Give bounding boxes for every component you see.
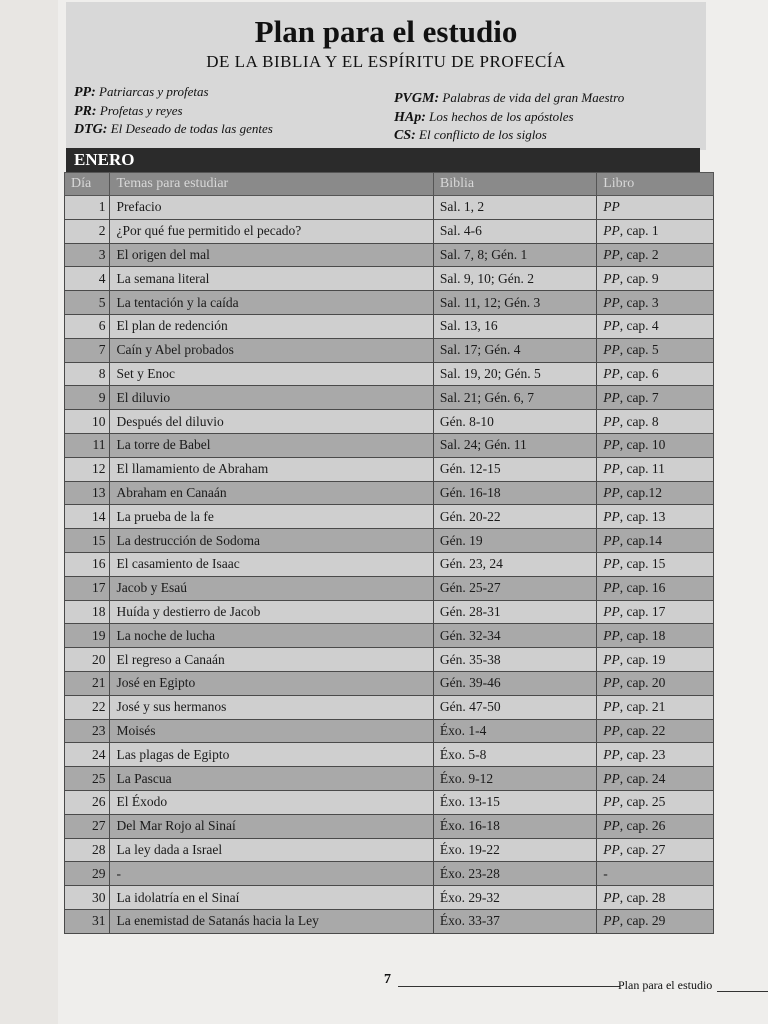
book-abbr: PP [603,603,620,619]
column-header-day: Día [65,173,110,196]
book-chapter: , cap. 3 [619,294,659,310]
day-cell: 13 [65,481,110,505]
book-chapter: , cap. 11 [619,461,665,477]
column-header-book: Libro [597,173,714,196]
day-cell: 27 [65,814,110,838]
table-row [65,648,714,672]
bible-cell: Gén. 28-31 [433,600,596,624]
bible-cell: Éxo. 9-12 [433,767,596,791]
book-abbr: PP [603,699,620,715]
book-abbr: PP [603,818,620,834]
bible-cell: Gén. 25-27 [433,576,596,600]
topic-cell: Moisés [110,719,433,743]
topic-cell: El casamiento de Isaac [110,552,433,576]
book-chapter: , cap.12 [619,484,663,500]
day-cell: 31 [65,909,110,933]
book-abbr: PP [603,913,620,929]
book-cell [597,433,714,457]
day-cell: 14 [65,505,110,529]
table-header-row [65,173,714,196]
topic-cell: La Pascua [110,767,433,791]
topic-cell: José en Egipto [110,671,433,695]
table-row [65,814,714,838]
book-cell [597,862,714,886]
topic-cell: La enemistad de Satanás hacia la Ley [110,909,433,933]
book-abbr: PP [603,437,620,453]
table-row [65,909,714,933]
book-chapter: , cap. 24 [619,770,666,786]
table-row [65,314,714,338]
book-chapter: , cap. 21 [619,699,666,715]
book-cell [597,314,714,338]
book-chapter: , cap. 7 [619,389,659,405]
book-chapter: , cap. 5 [619,342,659,358]
book-cell [597,338,714,362]
book-cell [597,886,714,910]
book-abbr: PP [603,270,620,286]
topic-cell: Huída y destierro de Jacob [110,600,433,624]
day-cell: 4 [65,267,110,291]
table-row [65,886,714,910]
page-number: 7 [384,972,391,987]
day-cell: 30 [65,886,110,910]
book-abbr: PP [603,580,620,596]
legend-left [74,83,273,139]
topic-cell: La prueba de la fe [110,505,433,529]
book-abbr: PP [603,770,620,786]
day-cell: 10 [65,410,110,434]
day-cell: 8 [65,362,110,386]
book-chapter: , cap. 13 [619,508,666,524]
legend-item: PP: Patriarcas y profetas [74,84,209,100]
table-row [65,267,714,291]
book-chapter: , cap. 26 [619,818,666,834]
book-chapter: , cap. 1 [619,223,659,239]
table-row [65,386,714,410]
bible-cell: Éxo. 33-37 [433,909,596,933]
book-abbr: PP [603,365,620,381]
book-cell [597,291,714,315]
table-row [65,862,714,886]
book-cell [597,457,714,481]
study-plan-table [64,172,714,934]
book-abbr: PP [603,675,620,691]
book-abbr: PP [603,627,620,643]
page-subtitle: DE LA BIBLIA Y EL ESPÍRITU DE PROFECÍA [206,52,566,71]
book-cell [597,624,714,648]
bible-cell: Sal. 7, 8; Gén. 1 [433,243,596,267]
bible-cell: Sal. 9, 10; Gén. 2 [433,267,596,291]
bible-cell: Sal. 21; Gén. 6, 7 [433,386,596,410]
bible-cell: Éxo. 29-32 [433,886,596,910]
bible-cell: Éxo. 23-28 [433,862,596,886]
day-cell: 7 [65,338,110,362]
topic-cell: La ley dada a Israel [110,838,433,862]
topic-cell: La idolatría en el Sinaí [110,886,433,910]
legend-item: PVGM: Palabras de vida del gran Maestro [394,90,625,106]
legend-item: PR: Profetas y reyes [74,102,183,119]
book-cell [597,767,714,791]
day-cell: 15 [65,529,110,553]
legend-right [394,89,624,145]
book-abbr: PP [603,722,620,738]
topic-cell: El diluvio [110,386,433,410]
table-row [65,743,714,767]
day-cell: 5 [65,291,110,315]
topic-cell: Caín y Abel probados [110,338,433,362]
book-abbr: PP [603,246,620,262]
day-cell: 11 [65,433,110,457]
book-chapter: , cap. 4 [619,318,659,334]
table-row [65,291,714,315]
bible-cell: Sal. 11, 12; Gén. 3 [433,291,596,315]
bible-cell: Sal. 24; Gén. 11 [433,433,596,457]
book-chapter: , cap. 20 [619,675,666,691]
book-chapter: , cap. 8 [619,413,659,429]
topic-cell: El llamamiento de Abraham [110,457,433,481]
table-row [65,576,714,600]
day-cell: 19 [65,624,110,648]
book-cell [597,600,714,624]
bible-cell: Gén. 20-22 [433,505,596,529]
table-row [65,219,714,243]
table-row [65,767,714,791]
bible-cell: Éxo. 19-22 [433,838,596,862]
table-row [65,838,714,862]
bible-cell: Gén. 23, 24 [433,552,596,576]
column-header-bible: Biblia [433,173,596,196]
bible-cell: Gén. 32-34 [433,624,596,648]
day-cell: 12 [65,457,110,481]
table-row [65,362,714,386]
book-chapter: , cap. 17 [619,603,666,619]
book-chapter: , cap. 23 [619,746,666,762]
book-cell [597,671,714,695]
book-chapter: , cap. 15 [619,556,666,572]
book-cell [597,743,714,767]
book-cell [597,267,714,291]
legend-item: HAp: Los hechos de los apóstoles [394,108,574,125]
day-cell: 25 [65,767,110,791]
bible-cell: Sal. 17; Gén. 4 [433,338,596,362]
table-row [65,505,714,529]
book-abbr: PP [603,389,620,405]
table-row [65,243,714,267]
topic-cell: La destrucción de Sodoma [110,529,433,553]
book-abbr: PP [603,199,620,215]
topic-cell: El origen del mal [110,243,433,267]
topic-cell: Set y Enoc [110,362,433,386]
book-cell [597,410,714,434]
topic-cell: La noche de lucha [110,624,433,648]
day-cell: 26 [65,790,110,814]
table-row [65,671,714,695]
day-cell: 20 [65,648,110,672]
book-abbr: PP [603,508,620,524]
book-abbr: PP [603,318,620,334]
book-cell [597,529,714,553]
day-cell: 24 [65,743,110,767]
book-abbr: PP [603,461,620,477]
table-row [65,695,714,719]
book-chapter: , cap. 10 [619,437,666,453]
footer-rule-end [717,991,768,992]
book-chapter: , cap. 18 [619,627,666,643]
book-cell [597,196,714,220]
book-cell [597,719,714,743]
bible-cell: Gén. 19 [433,529,596,553]
book-cell [597,552,714,576]
book-cell [597,695,714,719]
book-chapter: , cap. 6 [619,365,659,381]
book-chapter: , cap. 2 [619,246,659,262]
book-chapter: , cap. 19 [619,651,666,667]
book-cell [597,505,714,529]
table-row [65,481,714,505]
topic-cell: Jacob y Esaú [110,576,433,600]
day-cell: 18 [65,600,110,624]
bible-cell: Gén. 8-10 [433,410,596,434]
bible-cell: Sal. 1, 2 [433,196,596,220]
book-cell [597,386,714,410]
book-abbr: PP [603,413,620,429]
day-cell: 29 [65,862,110,886]
book-chapter: , cap. 22 [619,722,666,738]
table-row [65,529,714,553]
book-chapter: , cap. 27 [619,841,666,857]
bible-cell: Sal. 19, 20; Gén. 5 [433,362,596,386]
book-cell [597,790,714,814]
book-cell [597,838,714,862]
topic-cell: El plan de redención [110,314,433,338]
bible-cell: Éxo. 5-8 [433,743,596,767]
page-title: Plan para el estudio [254,14,518,49]
topic-cell: El Éxodo [110,790,433,814]
table-row [65,790,714,814]
topic-cell: La tentación y la caída [110,291,433,315]
book-abbr: PP [603,532,620,548]
topic-cell: La torre de Babel [110,433,433,457]
bible-cell: Éxo. 1-4 [433,719,596,743]
book-cell [597,909,714,933]
table-row [65,433,714,457]
bible-cell: Sal. 4-6 [433,219,596,243]
day-cell: 9 [65,386,110,410]
book-chapter: , cap. 9 [619,270,659,286]
bible-cell: Gén. 16-18 [433,481,596,505]
book-cell [597,648,714,672]
legend-item: DTG: El Deseado de todas las gentes [74,121,273,137]
book-chapter: , cap.14 [619,532,663,548]
day-cell: 1 [65,196,110,220]
book-cell [597,481,714,505]
day-cell: 16 [65,552,110,576]
day-cell: 3 [65,243,110,267]
day-cell: 21 [65,671,110,695]
bible-cell: Gén. 12-15 [433,457,596,481]
topic-cell: Después del diluvio [110,410,433,434]
book-abbr: PP [603,889,620,905]
book-chapter: , cap. 28 [619,889,666,905]
day-cell: 2 [65,219,110,243]
bible-cell: Gén. 35-38 [433,648,596,672]
book-abbr: PP [603,841,620,857]
topic-cell: ¿Por qué fue permitido el pecado? [110,219,433,243]
book-abbr: PP [603,223,620,239]
book-abbr: PP [603,556,620,572]
topic-cell: El regreso a Canaán [110,648,433,672]
table-row [65,338,714,362]
topic-cell: Abraham en Canaán [110,481,433,505]
book-abbr: PP [603,651,620,667]
book-chapter: , cap. 25 [619,794,666,810]
day-cell: 23 [65,719,110,743]
bible-cell: Éxo. 16-18 [433,814,596,838]
bible-cell: Éxo. 13-15 [433,790,596,814]
day-cell: 6 [65,314,110,338]
book-cell [597,219,714,243]
page-footer [384,972,768,992]
footer-rule [398,986,620,987]
table-row [65,457,714,481]
bible-cell: Gén. 47-50 [433,695,596,719]
book-abbr: PP [603,484,620,500]
topic-cell: Del Mar Rojo al Sinaí [110,814,433,838]
book-cell [597,576,714,600]
book-cell [597,243,714,267]
table-row [65,552,714,576]
book-cell [597,814,714,838]
column-header-topics: Temas para estudiar [110,173,433,196]
table-row [65,719,714,743]
topic-cell: Las plagas de Egipto [110,743,433,767]
table-body [65,196,714,934]
bible-cell: Sal. 13, 16 [433,314,596,338]
month-heading: ENERO [66,148,700,172]
book-chapter: , cap. 29 [619,913,666,929]
book-abbr: PP [603,746,620,762]
table-row [65,624,714,648]
table-row [65,196,714,220]
topic-cell: Prefacio [110,196,433,220]
topic-cell: - [110,862,433,886]
book-abbr: PP [603,342,620,358]
day-cell: 22 [65,695,110,719]
day-cell: 17 [65,576,110,600]
book-abbr: PP [603,794,620,810]
table-row [65,600,714,624]
legend-item: CS: El conflicto de los siglos [394,127,547,143]
book-chapter: - [603,865,608,881]
book-abbr: PP [603,294,620,310]
bible-cell: Gén. 39-46 [433,671,596,695]
table-row [65,410,714,434]
book-cell [597,362,714,386]
topic-cell: La semana literal [110,267,433,291]
topic-cell: José y sus hermanos [110,695,433,719]
footer-label: Plan para el estudio [618,978,713,992]
day-cell: 28 [65,838,110,862]
book-chapter: , cap. 16 [619,580,666,596]
